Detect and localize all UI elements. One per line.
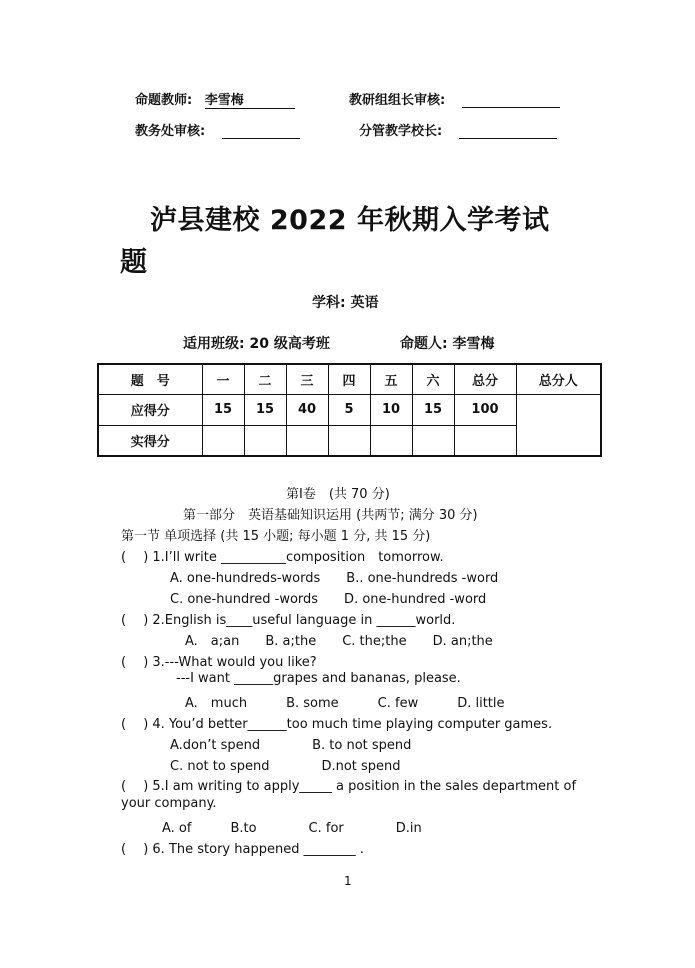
class-info: 适用班级: 20 级高考班 xyxy=(183,336,330,352)
header-cell: 四 xyxy=(328,364,370,395)
row-label: 实得分 xyxy=(98,425,202,456)
setter-info: 命题人: 李雪梅 xyxy=(400,336,495,352)
due-cell: 100 xyxy=(454,395,516,425)
page-number: 1 xyxy=(344,874,352,888)
office-review-label: 教务处审核: xyxy=(135,124,206,139)
header-cell: 总分人 xyxy=(516,364,601,395)
score-table xyxy=(97,363,602,457)
question-3-reply: ---I want ______grapes and bananas, please. xyxy=(176,671,461,686)
header-cell: 六 xyxy=(412,364,454,395)
part-title: 第Ⅰ卷 (共 70 分) xyxy=(286,487,390,502)
author-name-line xyxy=(205,89,295,109)
header-cell: 题 号 xyxy=(98,364,202,395)
question-4-options-ab: A.don’t spend B. to not spend xyxy=(170,738,412,753)
group-review-row xyxy=(349,89,560,108)
exam-title-line2: 题 xyxy=(120,247,148,278)
question-6: ( ) 6. The story happened ________ . xyxy=(121,842,364,857)
score-input-cell xyxy=(454,425,516,456)
author-label: 命题教师: xyxy=(135,93,193,108)
score-due-row xyxy=(98,395,601,425)
score-header-row xyxy=(98,364,601,395)
question-1-options-cd: C. one-hundred -words D. one-hundred -word xyxy=(170,592,487,607)
due-cell: 10 xyxy=(370,395,412,425)
question-5: ( ) 5.I am writing to apply_____ a position in the sales department of xyxy=(121,779,577,794)
question-3: ( ) 3.---What would you like? xyxy=(121,655,317,670)
score-input-cell xyxy=(370,425,412,456)
score-input-cell xyxy=(244,425,286,456)
question-3-options: A. much B. some C. few D. little xyxy=(185,696,505,711)
group-review-label: 教研组组长审核: xyxy=(349,93,446,108)
group-review-line xyxy=(462,93,560,108)
header-cell: 一 xyxy=(202,364,244,395)
question-1: ( ) 1.I’ll write __________composition tomorrow. xyxy=(121,550,444,565)
exam-title-line1: 泸县建校 2022 年秋期入学考试 xyxy=(150,205,550,236)
question-2: ( ) 2.English is____useful language in ______world. xyxy=(121,613,456,628)
score-input-cell xyxy=(202,425,244,456)
question-1-options-ab: A. one-hundreds-words B.. one-hundreds -word xyxy=(170,571,499,586)
office-review-row xyxy=(135,120,300,139)
question-5-options: A. of B.to C. for D.in xyxy=(162,821,422,836)
subject: 学科: 英语 xyxy=(312,295,379,311)
author-row xyxy=(135,89,295,109)
office-review-line xyxy=(222,124,300,139)
header-cell: 二 xyxy=(244,364,286,395)
question-4: ( ) 4. You’d better______too much time playing computer games. xyxy=(121,717,553,732)
section-heading: 第一部分 英语基础知识运用 (共两节; 满分 30 分) xyxy=(183,508,478,523)
due-cell: 15 xyxy=(244,395,286,425)
question-2-options: A. a;an B. a;the C. the;the D. an;the xyxy=(185,634,493,649)
header-cell: 三 xyxy=(286,364,328,395)
author-name: 李雪梅 xyxy=(204,93,244,108)
score-input-cell xyxy=(412,425,454,456)
due-cell: 15 xyxy=(202,395,244,425)
question-4-options-cd: C. not to spend D.not spend xyxy=(170,759,401,774)
score-input-cell xyxy=(328,425,370,456)
principal-line xyxy=(459,124,557,139)
header-cell: 总分 xyxy=(454,364,516,395)
row-label: 应得分 xyxy=(98,395,202,425)
principal-label: 分管教学校长: xyxy=(359,124,443,139)
due-cell: 15 xyxy=(412,395,454,425)
question-5-continued: your company. xyxy=(121,796,217,811)
header-cell: 五 xyxy=(370,364,412,395)
principal-row xyxy=(359,120,557,139)
due-cell: 5 xyxy=(328,395,370,425)
scorer-cell xyxy=(516,395,601,456)
score-input-cell xyxy=(286,425,328,456)
due-cell: 40 xyxy=(286,395,328,425)
subsection-heading: 第一节 单项选择 (共 15 小题; 每小题 1 分, 共 15 分) xyxy=(121,529,431,544)
